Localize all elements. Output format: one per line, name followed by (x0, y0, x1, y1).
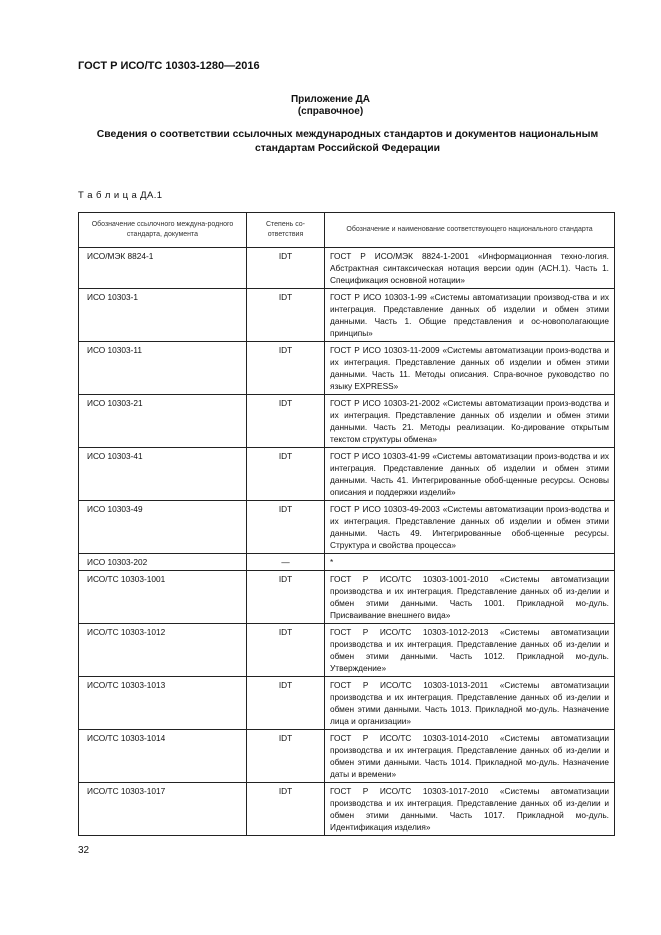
national-standard-cell: * (325, 554, 615, 571)
header-degree-of-correspondence: Степень со-ответствия (247, 213, 325, 248)
table-row (79, 501, 615, 554)
header-national-standard: Обозначение и наименование соответствующего национального стандарта (325, 213, 615, 248)
reference-standard-cell: ИСО/ТС 10303-1014 (79, 730, 247, 783)
reference-standard-cell: ИСО 10303-11 (79, 342, 247, 395)
reference-standard-cell: ИСО 10303-202 (79, 554, 247, 571)
reference-standard-cell: ИСО/МЭК 8824-1 (79, 248, 247, 289)
table-body (79, 248, 615, 836)
page-number: 32 (78, 845, 90, 856)
table-row (79, 730, 615, 783)
reference-standard-cell: ИСО/ТС 10303-1013 (79, 677, 247, 730)
degree-cell: IDT (247, 571, 325, 624)
national-standard-cell: ГОСТ Р ИСО 10303-49-2003 «Системы автоматизации произ-водства и их интеграция. Представление данных об изделии и обмен этими данными. Часть 49. Интегрированные обоб-щенные ресурсы. Структура и свойства процесса» (325, 501, 615, 554)
appendix-heading: Сведения о соответствии ссылочных международных стандартов и документов национальным стандартам Российской Федерации (96, 129, 599, 154)
reference-standard-cell: ИСО 10303-21 (79, 395, 247, 448)
degree-cell: IDT (247, 395, 325, 448)
degree-cell: IDT (247, 730, 325, 783)
national-standard-cell: ГОСТ Р ИСО/ТС 10303-1013-2011 «Системы автоматизации производства и их интеграция. Представление данных об из-делии и обмен этими данными. Часть 1013. Прикладной мо-дуль. Назначение лица и организации» (325, 677, 615, 730)
header-reference-standard: Обозначение ссылочного междуна-родного стандарта, документа (79, 213, 247, 248)
reference-standard-cell: ИСО 10303-41 (79, 448, 247, 501)
table-row (79, 554, 615, 571)
national-standard-cell: ГОСТ Р ИСО/МЭК 8824-1-2001 «Информационная техно-логия. Абстрактная синтаксическая нотация версии один (АСН.1). Часть 1. Спецификация основной нотации» (325, 248, 615, 289)
degree-cell: — (247, 554, 325, 571)
reference-standard-cell: ИСО/ТС 10303-1017 (79, 783, 247, 836)
reference-standard-cell: ИСО 10303-1 (79, 289, 247, 342)
national-standard-cell: ГОСТ Р ИСО/ТС 10303-1012-2013 «Системы автоматизации производства и их интеграция. Представление данных об из-делии и обмен этими данными. Часть 1012. Прикладной мо-дуль. Утверждение» (325, 624, 615, 677)
document-code: ГОСТ Р ИСО/ТС 10303-1280—2016 (78, 60, 260, 72)
degree-cell: IDT (247, 289, 325, 342)
table-label: Т а б л и ц а ДА.1 (78, 190, 163, 201)
table-header-row (79, 213, 615, 248)
national-standard-cell: ГОСТ Р ИСО 10303-41-99 «Системы автоматизации произ-водства и их интеграция. Представление данных об изделии и обмен этими данными. Часть 41. Интегрированные обоб-щенные ресурсы. Основы описания и поддержки изделий» (325, 448, 615, 501)
table-row (79, 395, 615, 448)
reference-standard-cell: ИСО/ТС 10303-1012 (79, 624, 247, 677)
degree-cell: IDT (247, 448, 325, 501)
national-standard-cell: ГОСТ Р ИСО 10303-21-2002 «Системы автоматизации произ-водства и их интеграция. Представление данных об изделии и обмен этими данными. Часть 21. Методы реализации. Ко-дирование открытым текстом структуры обмена» (325, 395, 615, 448)
national-standard-cell: ГОСТ Р ИСО/ТС 10303-1014-2010 «Системы автоматизации производства и их интеграция. Представление данных об из-делии и обмен этими данными. Часть 1014. Прикладной мо-дуль. Назначение даты и времени» (325, 730, 615, 783)
reference-standard-cell: ИСО 10303-49 (79, 501, 247, 554)
table-row (79, 289, 615, 342)
degree-cell: IDT (247, 783, 325, 836)
degree-cell: IDT (247, 248, 325, 289)
reference-standard-cell: ИСО/ТС 10303-1001 (79, 571, 247, 624)
table-row (79, 248, 615, 289)
table-row (79, 571, 615, 624)
table-row (79, 448, 615, 501)
national-standard-cell: ГОСТ Р ИСО 10303-11-2009 «Системы автоматизации произ-водства и их интеграция. Представление данных об изделии и обмен этими данными. Часть 11. Методы описания. Спра-вочное руководство по языку EXPRESS» (325, 342, 615, 395)
correspondence-table (78, 212, 615, 836)
degree-cell: IDT (247, 501, 325, 554)
national-standard-cell: ГОСТ Р ИСО/ТС 10303-1017-2010 «Системы автоматизации производства и их интеграция. Представление данных об из-делии и обмен этими данными. Часть 1017. Прикладной мо-дуль. Идентификация изделия» (325, 783, 615, 836)
degree-cell: IDT (247, 677, 325, 730)
table-row (79, 624, 615, 677)
appendix-subtitle: (справочное) (297, 106, 364, 117)
table-row (79, 677, 615, 730)
table-row (79, 342, 615, 395)
appendix-title: Приложение ДА (290, 94, 371, 105)
national-standard-cell: ГОСТ Р ИСО/ТС 10303-1001-2010 «Системы автоматизации производства и их интеграция. Представление данных об из-делии и обмен этими данными. Часть 1001. Прикладной мо-дуль. Присваивание внешнего вида» (325, 571, 615, 624)
degree-cell: IDT (247, 342, 325, 395)
table-row (79, 783, 615, 836)
degree-cell: IDT (247, 624, 325, 677)
national-standard-cell: ГОСТ Р ИСО 10303-1-99 «Системы автоматизации производ-ства и их интеграция. Представление данных об изделии и обмен этими данными. Часть 1. Общие представления и ос-новополагающие принципы» (325, 289, 615, 342)
